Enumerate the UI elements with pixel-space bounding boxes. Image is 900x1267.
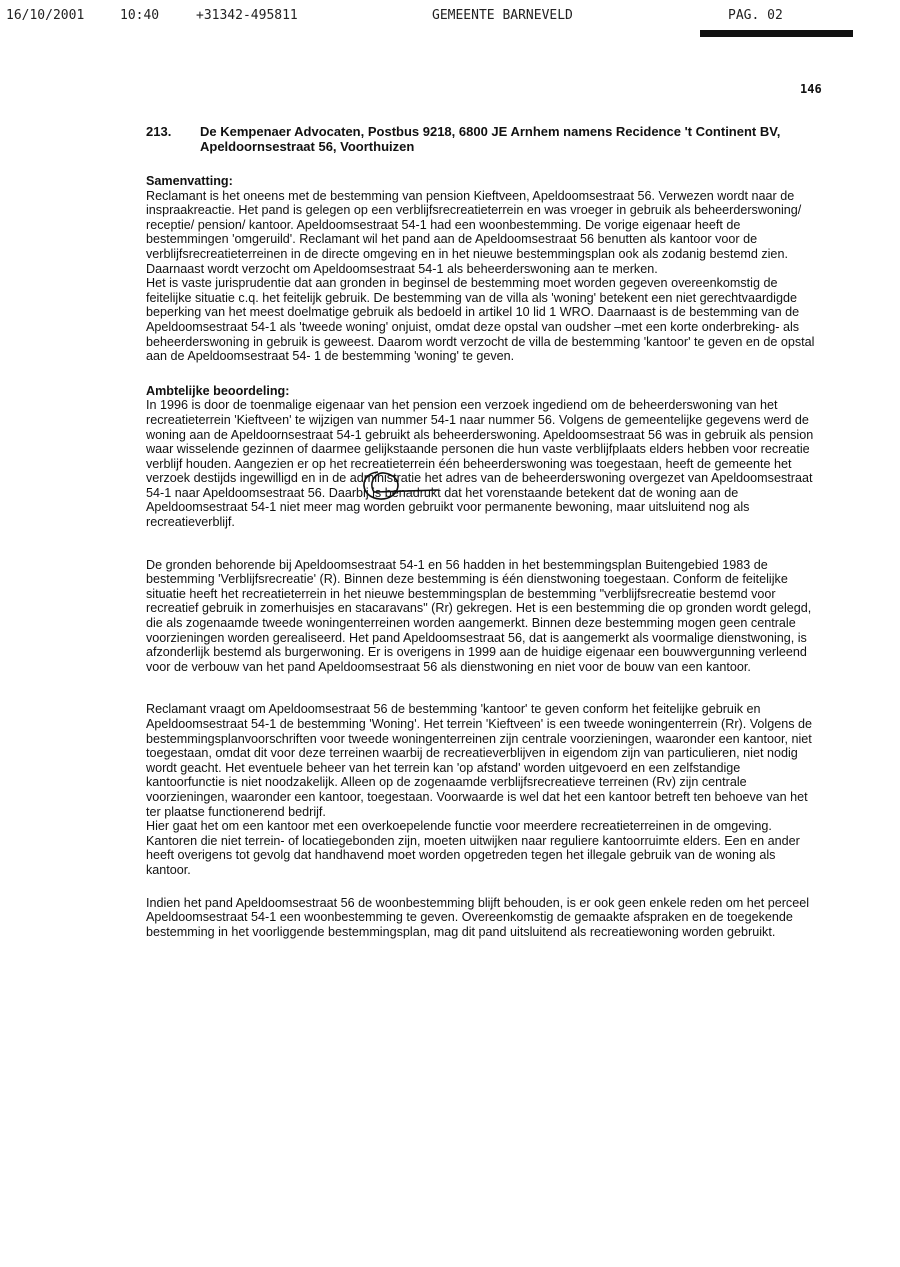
fax-time: 10:40 [120,8,160,23]
ambtelijke-paragraph: De gronden behorende bij Apeldoomsestraat 54-1 en 56 hadden in het bestemmingsplan Buitengebied 1983 de bestemming 'Verblijfsrecreatie' (R). Binnen deze bestemming is één dienstwoning toegestaan. Conform de feitelijke situatie heeft het recreatieterrein in het nieuwe bestemmingsplan de bestemming "verblijfsrecreatie bestemd voor recreatief gebruik in zomerhuisjes en stacaravans" (Rr) gekregen. Het is een bestemming die op gronden wordt gelegd, die als zogenaamde tweede woningenterreinen worden aangemerkt. Binnen deze bestemming mogen geen centrale voorzieningen worden gerealiseerd. Het pand Apeldoomsestraat 56, dat is aangemerkt als voormalige dienstwoning, is afzonderlijk bestemd als burgerwoning. Er is overigens in 1999 aan de huidige eigenaar een bouwvergunning verleend voor de verbouw van het pand Apeldoomsestraat 56 als dienstwoning en niet voor de bouw van een kantoor. [146,557,812,674]
document-body [146,124,822,939]
handwritten-circle-mark [318,468,448,504]
ambtelijke-paragraph: Indien het pand Apeldoomsestraat 56 de woonbestemming blijft behouden, is er ook geen enkele reden om het perceel Apeldoomsestraat 54-1 een woonbestemming te geven. Overeenkomstig de gemaakte afspraken en de toegekende bestemming in het voorliggende bestemmingsplan, mag dit pand uitsluitend als recreatiewoning worden gebruikt. [146,895,810,939]
ambtelijke-heading: Ambtelijke beoordeling: [146,383,290,398]
ambtelijke-paragraph: Hier gaat het om een kantoor met een overkoepelende functie voor meerdere recreatieterreinen in de omgeving. Kantoren die niet terrein- of locatiegebonden zijn, moeten uitwijken naar reguliere kantoorruimte elders. Een en ander heeft overigens tot gevolg dat handhavend moet worden opgetreden tegen het illegale gebruik van de woning als kantoor. [146,819,800,877]
ambtelijke-paragraph: In 1996 is door de toenmalige eigenaar van het pension een verzoek ingediend om de beheerderswoning van het recreatieterrein 'Kieftveen' te wijzigen van nummer 54-1 naar nummer 56. Volgens de gemeentelijke gegevens werd de woning aan de Apeldoornsestraat 54-1 gebruikt als beheerderswoning. Apeldoomsestraat 56 was in gebruik als pension waar wisselende gezinnen of daarmee gelijkstaande personen die hun vaste verblijfplaats elders hebben voor recreatie verblijf houden. Aangezien er op het recreatieterrein één beheerderswoning was toegestaan, heeft de gemeente het verzoek destijds ingewilligd en in de administratie het adres van de beheerderswoning overgezet van Apeldoomsestraat 54-1 naar Apeldoomsestraat 56. Daarbij is benadrukt dat het vorenstaande betekent dat de woning aan de Apeldoomsestraat 54-1 niet meer mag worden gebruikt voor permanente bewoning, maar uitsluitend nog als recreatieverblijf. [146,398,814,530]
page-number: 146 [800,82,822,96]
ambtelijke-paragraph: Reclamant vraagt om Apeldoomsestraat 56 de bestemming 'kantoor' te geven conform het feitelijke gebruik en Apeldoomsestraat 54-1 de bestemming 'Woning'. Het terrein 'Kieftveen' is een tweede woningenterrein (Rr). Volgens de bestemmingsplanvoorschriften voor tweede woningenterreinen zijn centrale voorzieningen, waaronder een kantoor, niet toegestaan, omdat dit voor deze terreinen waarbij de recreatieverblijven in eigendom zijn van particulieren, niet nodig wordt geacht. Het eventuele beheer van het terrein kan 'op afstand' worden uitgevoerd en een zelfstandige kantoorfunctie is niet noodzakelijk. Alleen op de zogenaamde verblijfsrecreatieve terreinen (Rv) zijn centrale voorzieningen, waaronder een kantoor, toegestaan. Voorwaarde is wel dat het een kantoor betreft ten behoeve van het ter plaatse functionerend bedrijf. [146,702,813,819]
samenvatting-heading: Samenvatting: [146,174,233,188]
item-header [146,124,822,154]
samenvatting-paragraph: Reclamant is het oneens met de bestemming van pension Kieftveen, Apeldoomsestraat 56. Verwezen wordt naar de inspraakreactie. Het pand is gelegen op een verblijfsrecreatieterrein en was vroeger in gebruik als beheerderswoning/ receptie/ pension/ kantoor. Apeldoomsestraat 54-1 had een woonbestemming. De vorige eigenaar heeft de bestemmingen 'omgeruild'. Reclamant wil het pand aan de Apeldoomsestraat 56 benutten als kantoor voor de verblijfsrecreatieterreinen in de directe omgeving en in het nieuwe bestemmingsplan ook als zodanig bestemd zien. Daarnaast wordt verzocht om Apeldoomsestraat 54-1 als beheerderswoning aan te merken. [146,188,802,276]
fax-date: 16/10/2001 [6,8,85,23]
item-title: De Kempenaer Advocaten, Postbus 9218, 6800 JE Arnhem namens Recidence 't Continent BV, Apeldoornsestraat 56, Voorthuizen [200,124,781,154]
samenvatting-paragraph: Het is vaste jurisprudentie dat aan gronden in beginsel de bestemming moet worden gegeven overeenkomstig de feitelijke situatie c.q. het feitelijk gebruik. De bestemming van de villa als 'woning' betekent een niet gerechtvaardigde beperking van het meest doelmatige gebruik als bedoeld in artikel 10 lid 1 WRO. Daarnaast is de bestemming van de Apeldoomsestraat 54-1 als 'tweede woning' onjuist, omdat deze opstal van oudsher –met een korte onderbreking- als beheerderswoning in gebruik is geweest. Daarom wordt verzocht de villa de bestemming 'kantoor' te geven en de opstal aan de Apeldoomsestraat 54- 1 de bestemming 'woning' te geven. [146,276,815,364]
fax-page-label: PAG. 02 [728,8,783,23]
fax-header [0,6,900,34]
fax-header-bar [700,30,853,37]
fax-phone: +31342-495811 [196,8,298,23]
item-number: 213. [146,124,172,139]
fax-organization: GEMEENTE BARNEVELD [432,8,573,23]
